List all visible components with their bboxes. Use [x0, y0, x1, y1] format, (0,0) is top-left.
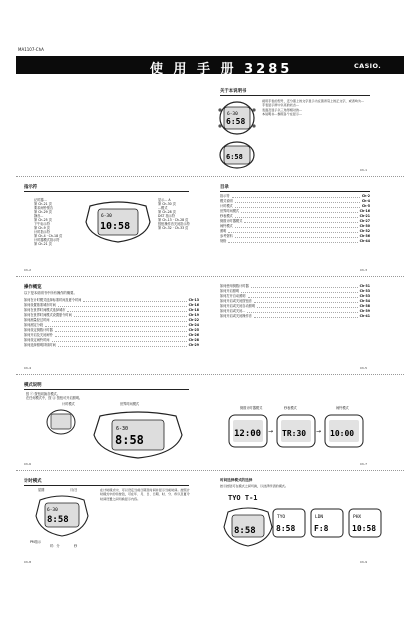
- guide-watch: [82, 200, 154, 244]
- arrow-icon: →: [316, 428, 322, 435]
- ops-row[interactable]: 如何使用倒数计时器 Ch-31: [220, 284, 370, 288]
- tymode-watch: [222, 506, 274, 548]
- about-title: 关于本说明书: [220, 89, 247, 94]
- ops-row[interactable]: 如何开启或关闭按钮音 Ch-34: [220, 299, 370, 303]
- divider: [16, 176, 404, 177]
- modes-main-watch: [90, 410, 186, 460]
- guide-right-labels: 显示... A 第 Ch-30 页 ...模式 第 Ch-28 页 DST 指示符 第 Ch-13 · Ch-28 页 按钮操作音关闭指示符 第 Ch-32 · Ch-33 页: [158, 198, 190, 230]
- tymode-text: 按Ⓒ按钮可在模式之间切换，以选择所需的模式。: [220, 484, 289, 488]
- ops-row[interactable]: 如何在世界时间模式设置夏令时间 Ch-19: [24, 313, 199, 317]
- watch-illustration-2: [214, 140, 260, 170]
- page-number: Ch-9: [360, 560, 367, 564]
- toc-title: 目录: [220, 185, 229, 190]
- svg-text:6:58: 6:58: [226, 153, 243, 161]
- mode-lcd-timekeeping: [228, 414, 268, 448]
- svg-text:TR:30: TR:30: [282, 429, 307, 438]
- tk-label-day: 星期: [38, 488, 45, 492]
- tk-label-hm: 时：分: [50, 544, 60, 548]
- svg-text:6-30: 6-30: [47, 508, 58, 513]
- ops-row[interactable]: 如何测定分段 Ch-24: [24, 323, 199, 327]
- toc-row[interactable]: 照明 Ch-32: [220, 229, 370, 233]
- about-text: [262, 99, 374, 117]
- page-number: Ch-3: [360, 268, 367, 272]
- toc-row[interactable]: 规格 Ch-44: [220, 239, 370, 243]
- about-bullet: 表面及显示以三角形相对的...: [262, 107, 303, 112]
- page-number: Ch-4: [24, 366, 31, 370]
- toc-row[interactable]: 倒数计时器模式 Ch-27: [220, 219, 370, 223]
- page-number: Ch-8: [24, 560, 31, 564]
- modes-rule: [24, 389, 189, 390]
- modes-title: 模式说明: [24, 383, 42, 388]
- ops-row[interactable]: 如何开启或关闭... Ch-39: [220, 309, 370, 313]
- svg-text:6-30: 6-30: [101, 214, 112, 219]
- mode-label-worldtime: 世界时间模式: [120, 402, 140, 406]
- page-title: 使 用 手 册 3285: [150, 62, 293, 77]
- svg-text:6:58: 6:58: [226, 117, 246, 126]
- svg-text:8:58: 8:58: [234, 526, 256, 536]
- svg-text:F:8: F:8: [314, 524, 329, 533]
- page-number: Ch-5: [360, 366, 367, 370]
- svg-text:6-30: 6-30: [116, 426, 129, 432]
- ops-title: 操作概览: [24, 285, 42, 290]
- ops-row[interactable]: 如何设定闹铃时间 Ch-28: [24, 338, 199, 342]
- svg-text:8:58: 8:58: [115, 433, 144, 447]
- modes-small-watch: [44, 408, 78, 436]
- mode-label-timekeeping: 计时模式: [62, 402, 75, 406]
- tymode-panel-2: [310, 508, 344, 538]
- svg-text:TYO: TYO: [277, 515, 286, 520]
- ops-row[interactable]: 如何在世界时间模式选择城市 Ch-18: [24, 308, 199, 312]
- toc-row[interactable]: 参考资料 Ch-36: [220, 234, 370, 238]
- timekeeping-text: 在计时模式中，可以设定当前日期及时间并显示当前时间。按照计时模式中的Ⓑ按钮，可在年、月、日、日期、时、分、秒以及夏令时间设置之间切换显示内容。: [100, 488, 190, 501]
- guide-left-labels: 记时器... 第 Ch-21 页 要求闹铃预告 第 Ch-29 页 静音... 第 Ch-25 页 下午标示符 第 Ch-9 页 计时指示符 第 Ch-4 · Ch-18 页 计时器模式指示符 第 Ch-21 页: [34, 198, 63, 246]
- svg-text:12:00: 12:00: [234, 429, 262, 439]
- about-bullet: 本说明书...参照各个在显示...: [262, 112, 302, 117]
- timekeeping-title: 计时模式: [24, 479, 42, 484]
- lcd-top: 6-30: [227, 112, 238, 117]
- toc-row[interactable]: 世界时间模式 Ch-16: [220, 209, 370, 213]
- page-number: Ch-7: [360, 462, 367, 466]
- tk-label-sec: 秒: [74, 544, 78, 548]
- mode-lcd-alarm: [324, 414, 364, 448]
- ops-intro: 以下是本说明书中所有操作的概要。: [24, 291, 77, 295]
- document-id: MA1107-ChA: [18, 47, 44, 52]
- ops-row[interactable]: 如何开启或关闭操作音 Ch-41: [220, 314, 370, 318]
- mode-label-timer: 倒数计时器模式: [240, 406, 263, 410]
- toc-rule: [220, 191, 370, 192]
- toc-row[interactable]: 指示符 Ch-2: [220, 194, 370, 198]
- about-bullet: 视用手表的型号，还分黑上的文字显示为反黑背景上的正文字，或者均为...: [262, 99, 364, 103]
- tymode-lcd-top: TYO T-1: [228, 494, 258, 502]
- ops-row[interactable]: 如何在计时模式选择标准时间及夏令时间 Ch-13: [24, 298, 199, 302]
- guide-rule: [24, 191, 189, 192]
- ops-row[interactable]: 如何开启照明 Ch-33: [220, 289, 370, 293]
- timekeeping-watch: [34, 494, 90, 538]
- toc-row[interactable]: 秒表模式 Ch-21: [220, 214, 370, 218]
- mode-lcd-timer: [276, 414, 316, 448]
- tk-label-pm: PM指示: [30, 540, 42, 544]
- svg-text:10:58: 10:58: [352, 524, 377, 533]
- timekeeping-rule: [24, 485, 189, 486]
- svg-text:10:58: 10:58: [100, 221, 131, 232]
- toc-row[interactable]: 闹铃模式 Ch-30: [220, 224, 370, 228]
- svg-text:PHX: PHX: [353, 515, 362, 520]
- svg-text:8:58: 8:58: [47, 515, 69, 525]
- tk-label-date: 月/日: [70, 488, 78, 492]
- ops-row[interactable]: 如何选择照明持续时间 Ch-29: [24, 343, 199, 347]
- ops-row[interactable]: 如何设定倒数计时器 Ch-25: [24, 328, 199, 332]
- tymode-panel-3: [348, 508, 382, 538]
- toc-list: [220, 194, 370, 244]
- divider: [16, 374, 404, 375]
- page-number: Ch-2: [24, 268, 31, 272]
- arrow-icon: →: [268, 428, 274, 435]
- ops-left-list: [24, 298, 199, 348]
- ops-row[interactable]: 如何开启或关闭自动照明 Ch-38: [220, 304, 370, 308]
- tymode-panel-1: [272, 508, 306, 538]
- watch-illustration-1: [214, 98, 260, 138]
- divider: [16, 470, 404, 471]
- mode-label-alarm: 闹铃模式: [336, 406, 349, 410]
- brand-logo: CASIO.: [354, 62, 382, 70]
- ops-row[interactable]: 如何打开自动照明 Ch-33: [220, 294, 370, 298]
- svg-text:8:58: 8:58: [276, 524, 296, 533]
- tymode-title: 时间选择模式的选择: [220, 478, 253, 482]
- svg-text:LDN: LDN: [315, 515, 324, 520]
- about-bullet: 手表显示屏中以亮的状态...: [262, 103, 299, 108]
- ops-row[interactable]: 如何测量经过时间 Ch-22: [24, 318, 199, 322]
- ops-row[interactable]: 如何设置基准城市时间 Ch-16: [24, 303, 199, 307]
- page-number: Ch-6: [24, 462, 31, 466]
- ops-right-list: [220, 284, 370, 319]
- modes-bullets: 按 ⓒ 按钮切换各模式。 在任何模式中，按 Ⓐ 按钮可开启照明。: [26, 392, 83, 400]
- about-rule: [220, 95, 370, 96]
- page-number: Ch-1: [360, 168, 367, 172]
- svg-text:10:00: 10:00: [330, 429, 355, 438]
- ops-row[interactable]: 如何开启及关闭闹铃 Ch-26: [24, 333, 199, 337]
- guide-title: 指示符: [24, 185, 38, 190]
- mode-label-stopwatch: 秒表模式: [284, 406, 297, 410]
- toc-row[interactable]: 计时模式 Ch-5: [220, 204, 370, 208]
- toc-row[interactable]: 模式说明 Ch-4: [220, 199, 370, 203]
- divider: [16, 276, 404, 277]
